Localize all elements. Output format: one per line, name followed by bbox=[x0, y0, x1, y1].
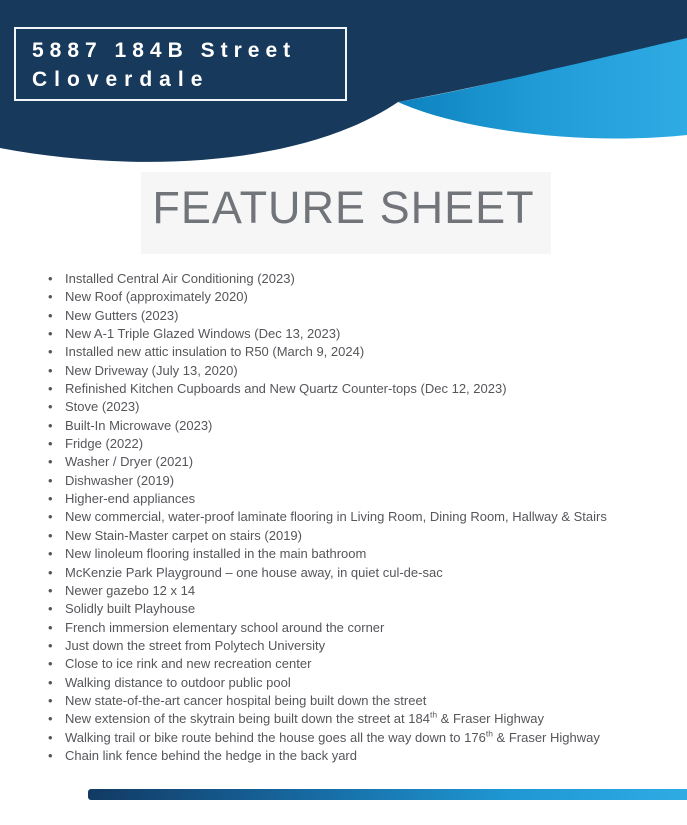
bullet-dot: • bbox=[48, 656, 53, 672]
bullet-dot: • bbox=[48, 509, 53, 525]
feature-text: New Driveway (July 13, 2020) bbox=[65, 362, 238, 378]
feature-text: Installed Central Air Conditioning (2023) bbox=[65, 271, 295, 286]
address-line-1: 5887 184B Street bbox=[32, 39, 297, 62]
bullet-dot: • bbox=[48, 454, 53, 470]
bullet-dot: • bbox=[48, 674, 53, 690]
feature-text: Just down the street from Polytech University bbox=[65, 637, 326, 653]
feature-text: Fridge (2022) bbox=[65, 436, 144, 452]
bullet-dot: • bbox=[48, 289, 53, 305]
feature-text: New commercial, water-proof laminate flooring in Living Room, Dining Room, Hallway & Stairs bbox=[65, 509, 607, 525]
bullet-dot: • bbox=[48, 692, 53, 708]
feature-item bbox=[48, 435, 673, 453]
feature-text: Built-In Microwave (2023) bbox=[65, 417, 213, 433]
feature-item bbox=[48, 472, 673, 490]
feature-text: New state-of-the-art cancer hospital being built down the street bbox=[65, 692, 427, 708]
bullet-dot: • bbox=[48, 326, 53, 342]
feature-text: Stove (2023) bbox=[65, 399, 140, 415]
page-title: FEATURE SHEET bbox=[152, 182, 535, 233]
feature-text: Higher-end appliances bbox=[65, 491, 196, 507]
feature-item bbox=[48, 710, 673, 728]
feature-text: New linoleum flooring installed in the main bathroom bbox=[65, 546, 367, 562]
feature-item bbox=[48, 729, 673, 747]
feature-item bbox=[48, 692, 673, 710]
feature-item bbox=[48, 747, 673, 765]
feature-item bbox=[48, 655, 673, 673]
bullet-dot: • bbox=[48, 307, 53, 323]
bullet-dot: • bbox=[48, 362, 53, 378]
feature-item bbox=[48, 270, 673, 288]
feature-text: Solidly built Playhouse bbox=[65, 601, 196, 617]
feature-item bbox=[48, 600, 673, 618]
bullet-dot: • bbox=[48, 491, 53, 507]
feature-item bbox=[48, 527, 673, 545]
bullet-dot: • bbox=[48, 472, 53, 488]
bullet-dot: • bbox=[48, 344, 53, 360]
bullet-dot: • bbox=[48, 527, 53, 543]
feature-text: Chain link fence behind the hedge in the back yard bbox=[65, 747, 357, 763]
feature-text: Newer gazebo 12 x 14 bbox=[65, 582, 196, 598]
bullet-dot: • bbox=[48, 729, 53, 745]
bullet-dot: • bbox=[48, 417, 53, 433]
feature-text: Close to ice rink and new recreation center bbox=[65, 656, 312, 672]
bullet-dot: • bbox=[48, 637, 53, 653]
feature-item bbox=[48, 417, 673, 435]
feature-item bbox=[48, 619, 673, 637]
feature-text: Dishwasher (2019) bbox=[65, 472, 175, 488]
bullet-dot: • bbox=[48, 399, 53, 415]
address-line-2: Cloverdale bbox=[32, 68, 210, 91]
feature-item bbox=[48, 545, 673, 563]
feature-text: Refinished Kitchen Cupboards and New Quartz Counter-tops (Dec 12, 2023) bbox=[65, 381, 507, 397]
bullet-dot: • bbox=[48, 747, 53, 763]
feature-text: Walking distance to outdoor public pool bbox=[65, 674, 291, 690]
bullet-dot: • bbox=[48, 271, 53, 286]
bullet-dot: • bbox=[48, 546, 53, 562]
feature-text: New extension of the skytrain being built down the street at 184th & Fraser Highway bbox=[65, 709, 544, 727]
feature-item bbox=[48, 380, 673, 398]
bullet-dot: • bbox=[48, 619, 53, 635]
feature-text: French immersion elementary school around the corner bbox=[65, 619, 385, 635]
footer-accent-bar bbox=[88, 789, 687, 800]
bullet-dot: • bbox=[48, 711, 53, 727]
feature-item bbox=[48, 453, 673, 471]
feature-item bbox=[48, 637, 673, 655]
feature-text: New A-1 Triple Glazed Windows (Dec 13, 2023) bbox=[65, 326, 341, 342]
feature-item bbox=[48, 307, 673, 325]
feature-item bbox=[48, 582, 673, 600]
feature-text: Walking trail or bike route behind the house goes all the way down to 176th & Fraser Highway bbox=[65, 728, 600, 745]
feature-text: New Gutters (2023) bbox=[65, 307, 179, 323]
address-box bbox=[14, 27, 347, 101]
feature-item bbox=[48, 362, 673, 380]
feature-item bbox=[48, 674, 673, 692]
feature-list bbox=[48, 270, 673, 765]
feature-item bbox=[48, 508, 673, 526]
feature-item bbox=[48, 325, 673, 343]
feature-text: Washer / Dryer (2021) bbox=[65, 454, 194, 470]
feature-text: New Stain-Master carpet on stairs (2019) bbox=[65, 527, 302, 543]
feature-text: Installed new attic insulation to R50 (March 9, 2024) bbox=[65, 344, 365, 360]
bullet-dot: • bbox=[48, 381, 53, 397]
feature-text: New Roof (approximately 2020) bbox=[65, 289, 248, 305]
bullet-dot: • bbox=[48, 436, 53, 452]
feature-item bbox=[48, 288, 673, 306]
feature-text: McKenzie Park Playground – one house away, in quiet cul-de-sac bbox=[65, 564, 443, 580]
feature-item bbox=[48, 490, 673, 508]
bullet-dot: • bbox=[48, 564, 53, 580]
bullet-dot: • bbox=[48, 582, 53, 598]
feature-item bbox=[48, 398, 673, 416]
feature-item bbox=[48, 343, 673, 361]
bullet-dot: • bbox=[48, 601, 53, 617]
feature-item bbox=[48, 564, 673, 582]
